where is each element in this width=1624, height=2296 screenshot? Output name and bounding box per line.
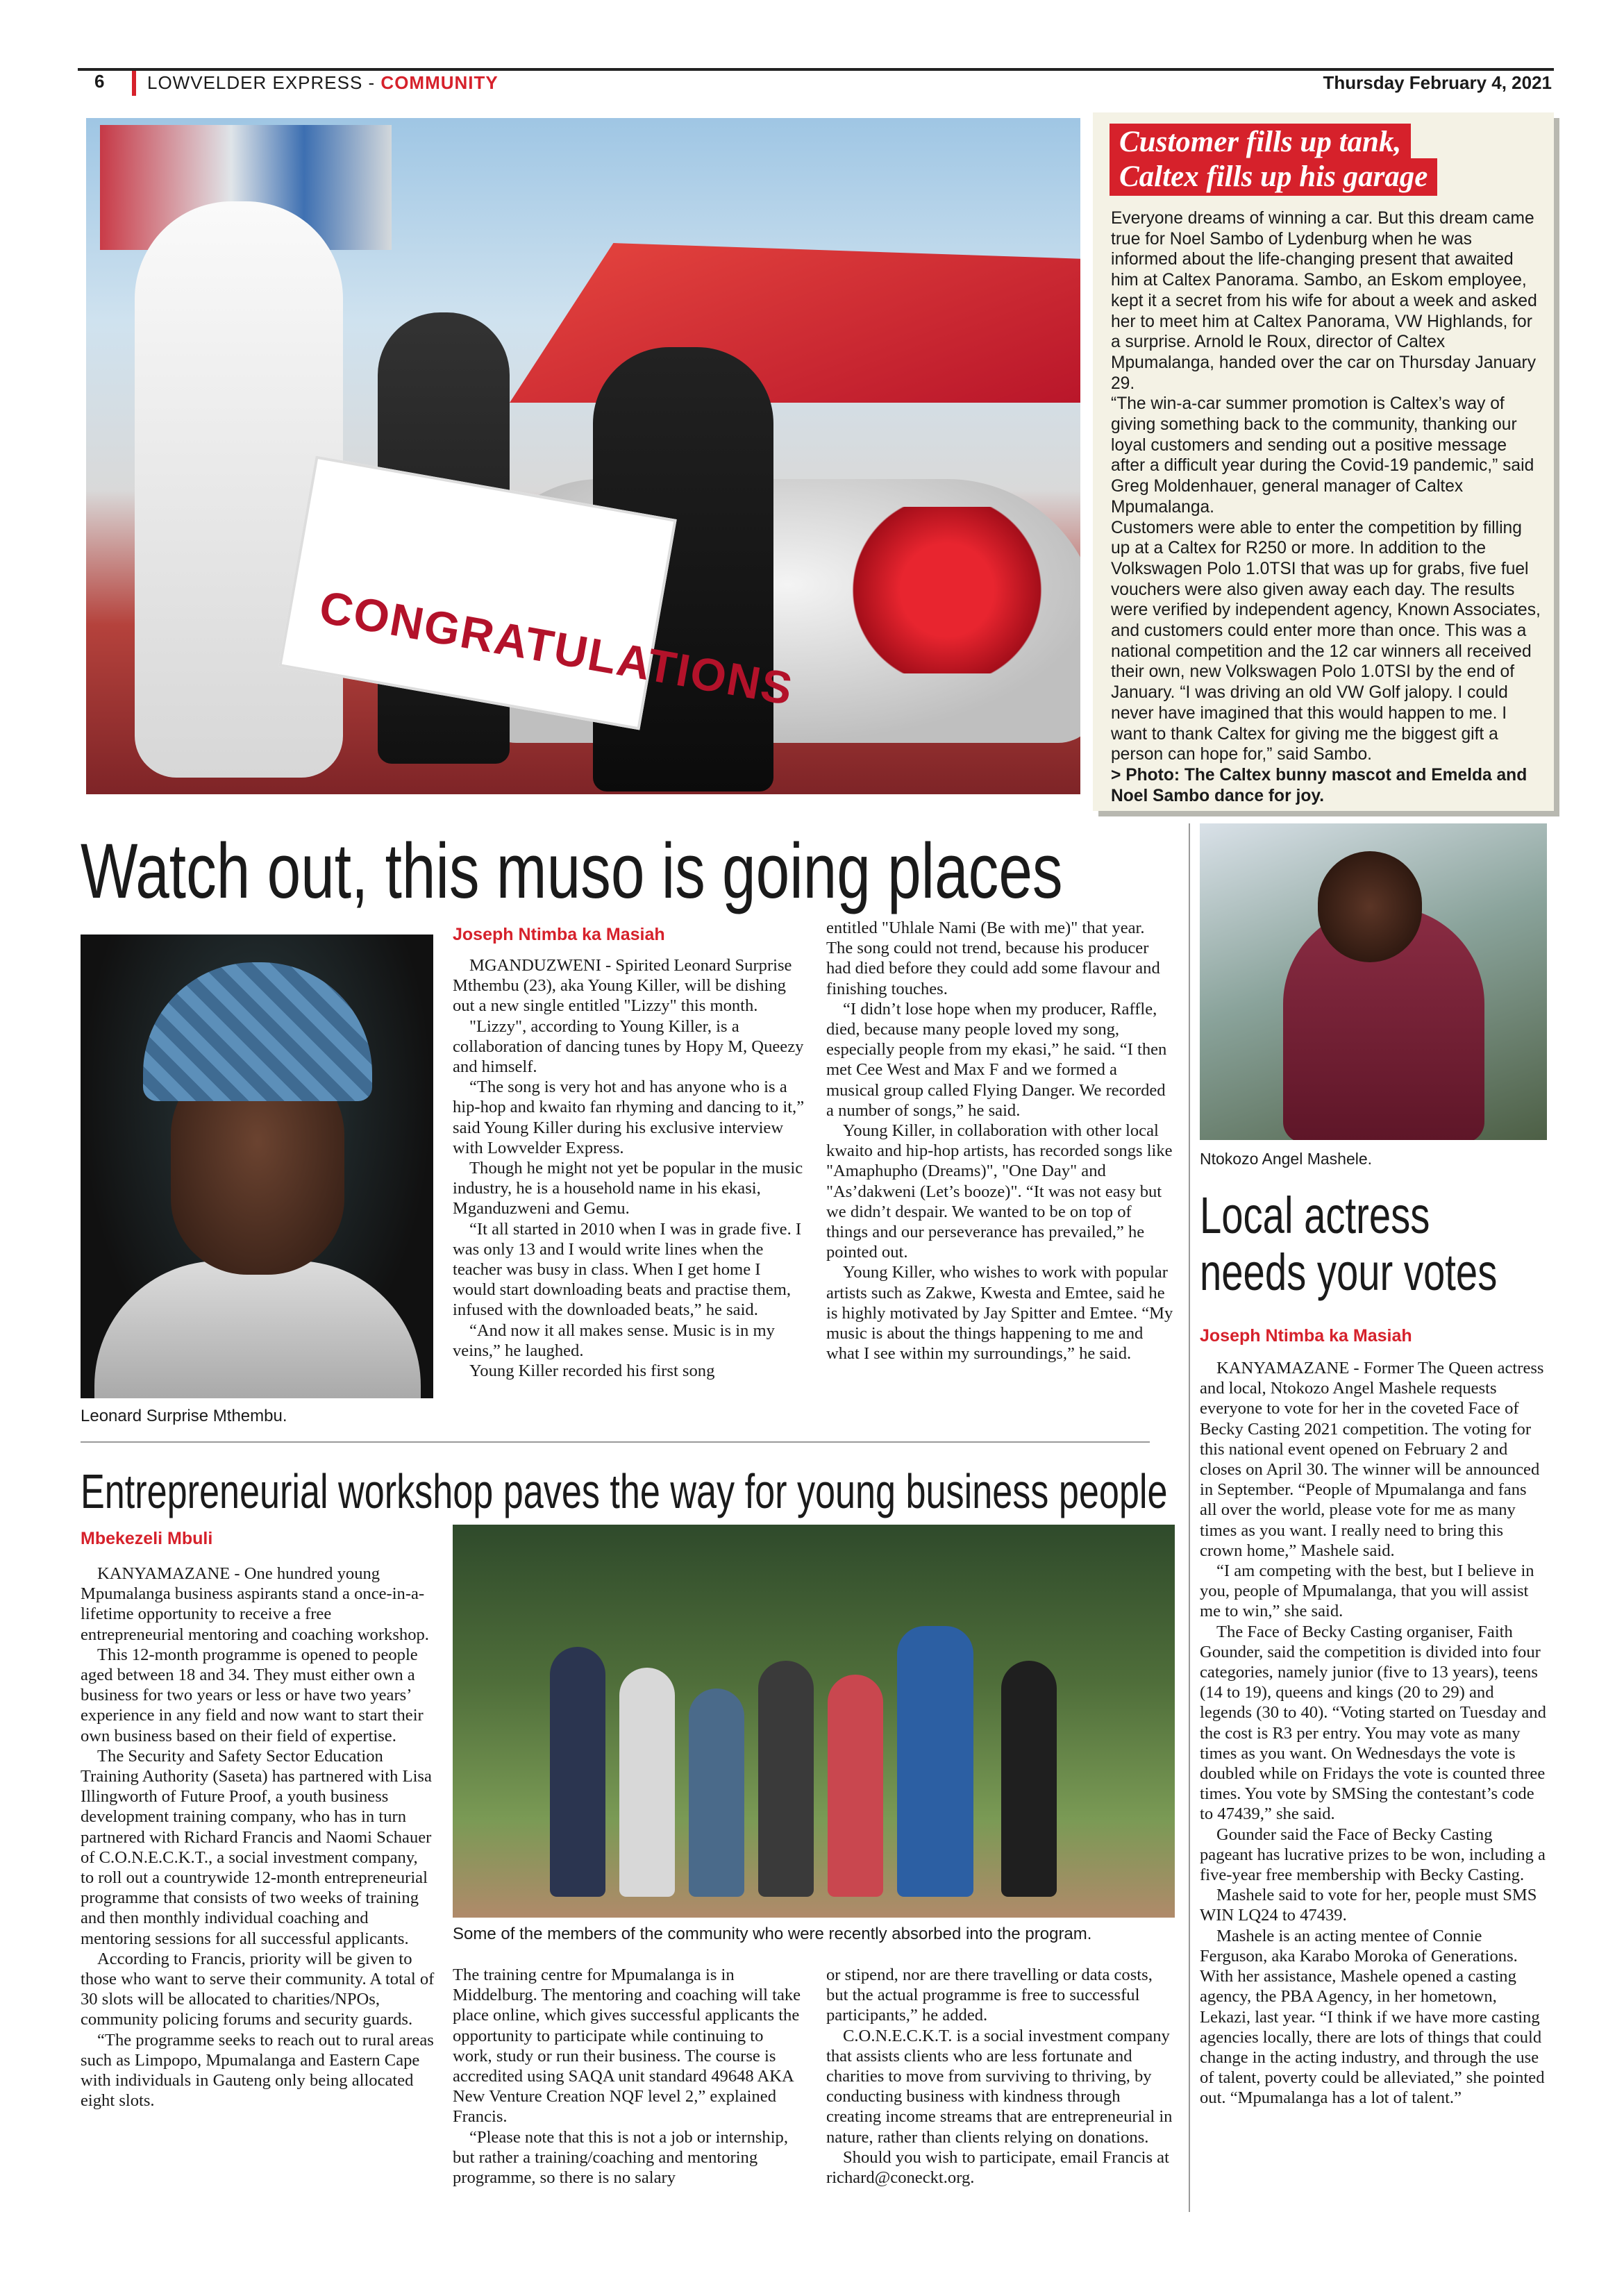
workshop-paragraph: The training centre for Mpumalanga is in Middelburg. The mentoring and coaching will take place online, which gives successful applicants the opportunity to participate while continuing to work, study or run their business. The course is accredited using SAQA unit standard 49648 AKA New Venture Creation NQF level 2,” explained Francis.	[453, 1966, 801, 2127]
workshop-paragraph: The Security and Safety Sector Education Training Authority (Saseta) has partnered with Lisa Illingworth of Future Proof, a youth business development training company, who has in turn partnered with Richard Francis and Naomi Schauer of C.O.N.E.C.K.T., a social investment company, to roll out a countrywide 12-month entrepreneurial programme that consists of two weeks of training and then monthly individual coaching and mentoring sessions for all successful applicants.	[81, 1746, 432, 1948]
muso-paragraph: “And now it all makes sense. Music is in my veins,” he laughed.	[453, 1321, 775, 1360]
workshop-column-1	[81, 1564, 435, 2111]
actress-headline	[1200, 1187, 1497, 1301]
section-divider	[81, 1441, 1150, 1443]
actress-byline: Joseph Ntimba ka Masiah	[1200, 1326, 1412, 1346]
actress-paragraph: Mashele is an acting mentee of Connie Ferguson, aka Karabo Moroka of Generations. With her assistance, Mashele opened a casting agency, the PBA Agency, in her hometown, Lekazi, last year. “I think if we have more casting agencies locally, there are lots of things that could change in the acting industry, and through the use of talent, poverty could be alleviated,” she pointed out. “Mpumalanga has a lot of talent.”	[1200, 1926, 1545, 2108]
caltex-paragraph: Everyone dreams of winning a car. But this dream came true for Noel Sambo of Lydenburg when he was informed about the life-changing present that awaited him at Caltex Panorama. Sambo, an Eskom employee, kept it a secret from his wife for about a week and asked her to meet him at Caltex Panorama, VW Highlands, for a surprise. Arnold le Roux, director of Caltex Mpumalanga, handed over the car on Thursday January 29.	[1111, 209, 1537, 393]
workshop-byline: Mbekezeli Mbuli	[81, 1529, 213, 1548]
muso-paragraph: Young Killer recorded his first song	[469, 1361, 715, 1381]
workshop-column-2	[453, 1965, 807, 2188]
actress-paragraph: Gounder said the Face of Becky Casting pageant has lucrative prizes to be won, including a five-year free membership with Becky Casting.	[1200, 1825, 1546, 1885]
bucket-hat-shape	[143, 962, 372, 1101]
header-rule	[78, 68, 1554, 71]
caltex-paragraph: Customers were able to enter the competition by filling up at a Caltex for R250 or more. In addition to the Volkswagen Polo 1.0TSI that was up for grabs, five fuel vouchers were also given away each day. The results were verified by independent agency, Known Associates, and customers could enter more than once. This was a national competition and the 12 car winners all received their own, new Volkswagen Polo 1.0TSI by the end of January. “I was driving an old VW Golf jalopy. I could never have imagined that this would happen to me. I want to thank Caltex for giving me the biggest gift a person can hope for,” said Sambo.	[1111, 518, 1541, 764]
actress-headline-line2: needs your votes	[1200, 1243, 1498, 1301]
actress-headline-line1: Local actress	[1200, 1187, 1430, 1244]
workshop-paragraph: According to Francis, priority will be given to those who want to serve their community. A total of 30 slots will be allocated to charities/NPOs, community policing forums and security guards.	[81, 1949, 435, 2029]
actress-paragraph: Mashele said to vote for her, people must SMS WIN LQ24 to 47439.	[1200, 1886, 1537, 1925]
shirt-shape	[94, 1261, 421, 1398]
workshop-paragraph: This 12-month programme is opened to people aged between 18 and 34. They must either own a business for two years or less or have two years’ experience in any field and now want to start their own business based on their field of expertise.	[81, 1645, 424, 1745]
group-person	[1001, 1661, 1057, 1897]
muso-paragraph: “The song is very hot and has anyone who is a hip-hop and kwaito fan rhyming and dancing to it,” said Young Killer during his exclusive interview with Lowvelder Express.	[453, 1078, 805, 1157]
workshop-paragraph: Should you wish to participate, email Francis at richard@coneckt.org.	[826, 2147, 1169, 2188]
workshop-paragraph: “Please note that this is not a job or internship, but rather a training/coaching and mentoring programme, so there is no salary	[453, 2127, 789, 2188]
actress-paragraph: The Face of Becky Casting organiser, Faith Gounder, said the competition is divided into four categories, namely junior (five to 13 years), teens (14 to 19), queens and kings (20 to 29) and legends (30 to 40). “Voting started on Tuesday and the cost is R3 per entry. You may vote as many times as you want. On Wednesdays the vote is doubled while on Fridays the vote is counted three times. You vote by SMSing the contestant’s code to 47439,” she said.	[1200, 1622, 1546, 1824]
head-shape	[1318, 851, 1422, 962]
muso-paragraph: “It all started in 2010 when I was in grade five. I was only 13 and I would write lines when the teacher was busy in class. When I get home I would start downloading beats and practise them, infused with the downloaded beats,” he said.	[453, 1219, 802, 1320]
muso-headline: Watch out, this muso is going places	[81, 828, 1063, 914]
red-bow	[843, 507, 1051, 673]
muso-paragraph: Young Killer, in collaboration with other local kwaito and hip-hop artists, has recorded songs like "Amaphupho (Dreams)", "One Day" and "As’dakweni (Let’s booze)". “It was not easy but we didn’t despair. We wanted to be on top of things and our perseverance has prevailed,” he pointed out.	[826, 1121, 1173, 1262]
group-person	[897, 1626, 973, 1897]
issue-date: Thursday February 4, 2021	[1323, 72, 1552, 93]
caltex-celebration-photo	[86, 118, 1080, 794]
sign-text: CONGRATULATIONS	[315, 580, 798, 715]
group-person	[828, 1675, 883, 1897]
actress-paragraph: KANYAMAZANE - Former The Queen actress and local, Ntokozo Angel Mashele requests everyone to vote for her in the coveted Face of Becky Casting 2021 competition. The voting for this national event opened on February 2 and closes on April 30. The winner will be announced in September. “People of Mpumalanga and fans all over the world, please vote for me as many times as you want. I really need to bring this crown home,” Mashele said.	[1200, 1359, 1544, 1560]
workshop-paragraph: “The programme seeks to reach out to rural areas such as Limpopo, Mpumalanga and Eastern Cape with individuals in Gauteng only being allocated eight slots.	[81, 2030, 434, 2111]
actress-column	[1200, 1358, 1547, 2109]
muso-paragraph: "Lizzy", according to Young Killer, is a collaboration of dancing tunes by Hopy M, Queezy and himself.	[453, 1016, 804, 1077]
muso-column-2	[826, 918, 1173, 1364]
workshop-column-3	[826, 1965, 1173, 2188]
caltex-paragraph: “The win-a-car summer promotion is Caltex’s way of giving something back to the community, thanking our loyal customers and sending out a positive message after a difficult year during the Covid-19 pandemic,” said Greg Moldenhauer, general manager of Caltex Mpumalanga.	[1111, 394, 1534, 517]
actress-paragraph: “I am competing with the best, but I believe in you, people of Mpumalanga, that you will assist me to win,” she said.	[1200, 1561, 1534, 1621]
column-divider	[1189, 823, 1190, 2212]
caltex-tent	[510, 243, 1080, 403]
workshop-paragraph: C.O.N.E.C.K.T. is a social investment company that assists clients who are less fortunate and charities to move from surviving to thriving, by conducting business with kindness through creating income streams that are entrepreneurial in nature, rather than clients relying on donations.	[826, 2026, 1173, 2147]
group-person	[619, 1668, 675, 1897]
publication-name	[147, 72, 499, 94]
muso-paragraph: Young Killer, who wishes to work with popular artists such as Zakwe, Kwesta and Emtee, said he is highly motivated by Jay Spitter and Emtee. “My music is about the things happening to me and what I see within my surroundings,” he said.	[826, 1263, 1173, 1364]
muso-paragraph: MGANDUZWENI - Spirited Leonard Surprise Mthembu (23), aka Young Killer, will be dishing out a new single entitled "Lizzy" this month.	[453, 956, 792, 1016]
publication-label: LOWVELDER EXPRESS -	[147, 72, 381, 93]
header-accent-bar	[132, 71, 136, 96]
section-label: COMMUNITY	[380, 72, 499, 93]
caltex-story-body	[1111, 208, 1541, 806]
workshop-paragraph: or stipend, nor are there travelling or data costs, but the actual programme is free to successful participants,” he added.	[826, 1966, 1153, 2025]
muso-paragraph: entitled "Uhlale Nami (Be with me)" that year. The song could not trend, because his producer had died before they could add some flavour and finishing touches.	[826, 919, 1160, 998]
muso-byline: Joseph Ntimba ka Masiah	[453, 925, 665, 944]
workshop-group-photo	[453, 1525, 1175, 1918]
ntokozo-mashele-photo	[1200, 823, 1547, 1140]
muso-column-1	[453, 955, 807, 1381]
muso-paragraph: “I didn’t lose hope when my producer, Raffle, died, because many people loved my song, especially people from my ekasi,” he said. “I then met Cee West and Max F and we formed a musical group called Flying Danger. We recorded a number of songs,” he said.	[826, 999, 1167, 1120]
group-person	[689, 1689, 744, 1897]
group-photo-caption: Some of the members of the community who were recently absorbed into the program.	[453, 1925, 1092, 1943]
group-person	[758, 1661, 814, 1897]
leonard-mthembu-photo	[81, 935, 433, 1398]
muso-paragraph: Though he might not yet be popular in the music industry, he is a household name in his ekasi, Mganduzweni and Gemu.	[453, 1159, 803, 1218]
caltex-kicker-line1: Customer fills up tank,	[1110, 124, 1411, 161]
leonard-photo-caption: Leonard Surprise Mthembu.	[81, 1407, 287, 1425]
group-person	[550, 1647, 605, 1897]
actress-photo-caption: Ntokozo Angel Mashele.	[1200, 1150, 1373, 1168]
page-number: 6	[94, 71, 105, 92]
workshop-paragraph: KANYAMAZANE - One hundred young Mpumalanga business aspirants stand a once-in-a-lifetime opportunity to receive a free entrepreneurial mentoring and coaching workshop.	[81, 1564, 429, 1644]
workshop-headline: Entrepreneurial workshop paves the way for young business people	[81, 1464, 1168, 1518]
caltex-photo-caption: > Photo: The Caltex bunny mascot and Emelda and Noel Sambo dance for joy.	[1111, 765, 1527, 805]
caltex-kicker-line2: Caltex fills up his garage	[1110, 158, 1437, 196]
